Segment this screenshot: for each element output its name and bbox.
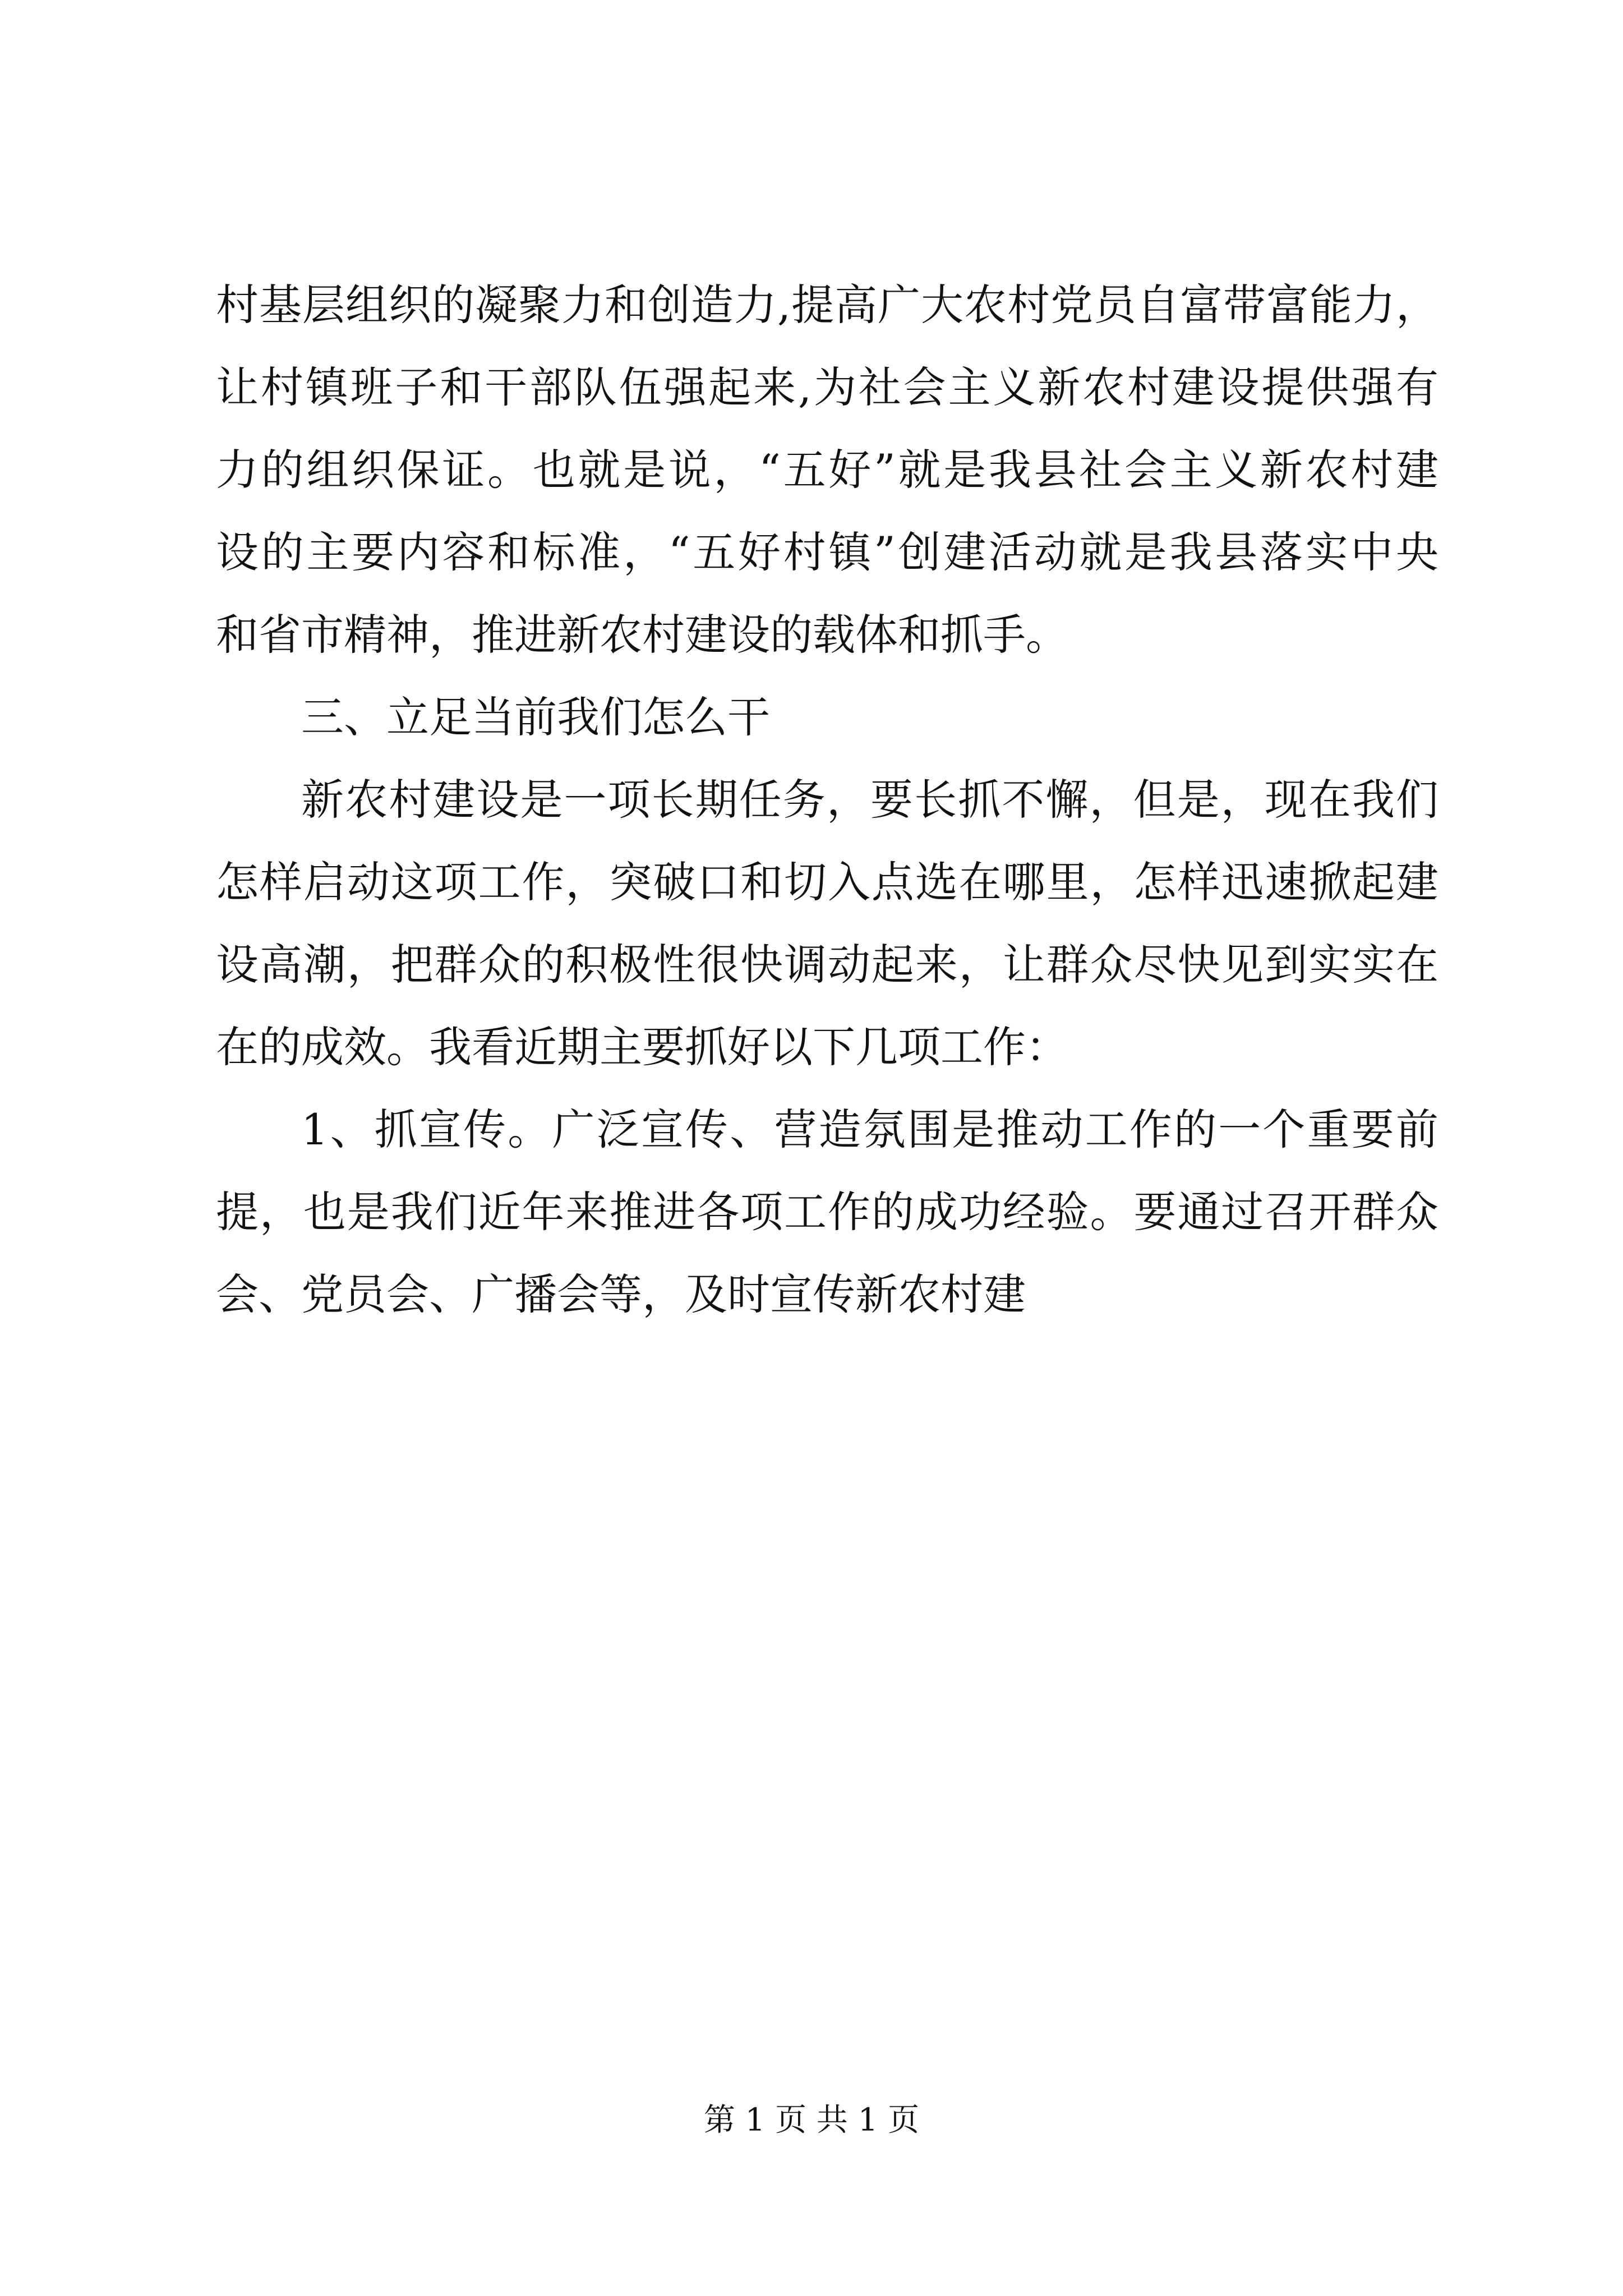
text-line: 设的主要内容和标准，“五好村镇”创建活动就是我县落实中央	[216, 527, 1438, 577]
text-line: 设高潮，把群众的积极性很快调动起来，让群众尽快见到实实在	[216, 940, 1438, 990]
section-heading: 三、立足当前我们怎么干	[301, 692, 770, 742]
text-line: 和省市精神，推进新农村建设的载体和抓手。	[216, 610, 1068, 660]
text-line: 村基层组织的凝聚力和创造力,提高广大农村党员自富带富能力，	[216, 280, 1438, 330]
page-footer: 第 1 页 共 1 页	[703, 2102, 920, 2138]
text-line: 让村镇班子和干部队伍强起来,为社会主义新农村建设提供强有	[216, 362, 1438, 412]
text-line: 在的成效。我看近期主要抓好以下几项工作：	[216, 1022, 1068, 1072]
text-line: 会、党员会、广播会等，及时宣传新农村建	[216, 1269, 1026, 1319]
text-line: 怎样启动这项工作，突破口和切入点选在哪里，怎样迅速掀起建	[216, 857, 1438, 907]
text-line: 提，也是我们近年来推进各项工作的成功经验。要通过召开群众	[216, 1187, 1438, 1237]
text-line: 1、抓宣传。广泛宣传、营造氛围是推动工作的一个重要前	[301, 1105, 1438, 1154]
body-text	[216, 264, 1438, 1336]
text-line: 新农村建设是一项长期任务，要长抓不懈，但是，现在我们	[301, 775, 1438, 825]
text-line: 力的组织保证。也就是说，“五好”就是我县社会主义新农村建	[216, 445, 1438, 495]
